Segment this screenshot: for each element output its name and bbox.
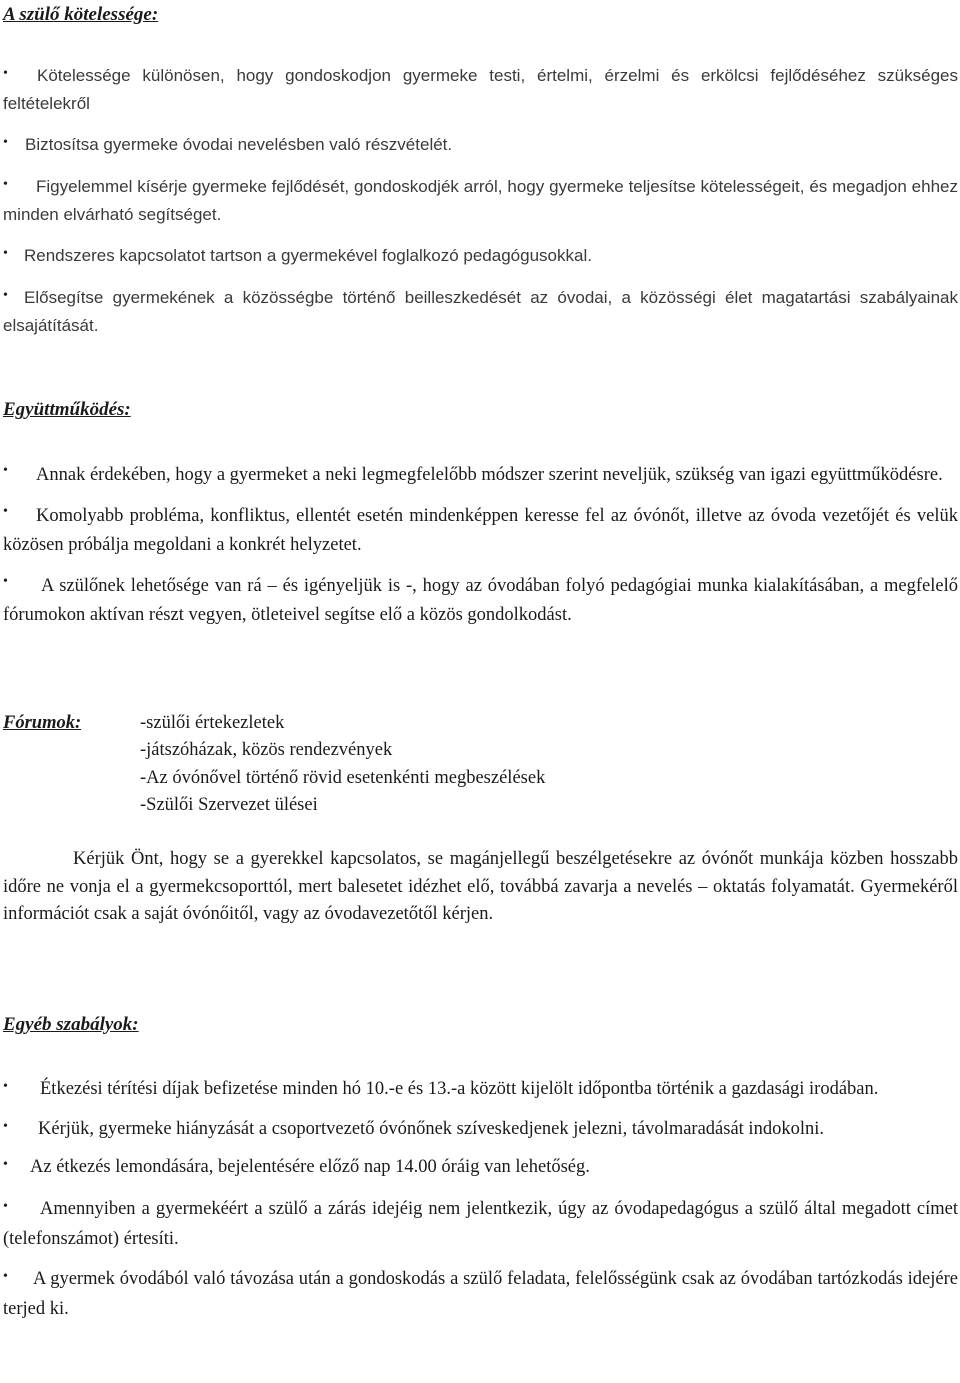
bullet-icon: • — [3, 1199, 8, 1214]
duties-heading: A szülő kötelessége: — [3, 4, 159, 25]
list-item-text: Étkezési térítési díjak befizetése minden hó 10.-e és 13.-a között kijelölt időpontba történik a gazdasági irodában. — [40, 1079, 879, 1099]
list-item — [3, 173, 958, 229]
list-item: -szülői értekezletek — [140, 713, 285, 733]
cooperation-list — [3, 461, 958, 630]
bullet-icon: • — [3, 135, 8, 150]
list-item — [3, 461, 958, 489]
list-item — [3, 502, 958, 560]
forums-block — [3, 710, 958, 820]
list-item: -Szülői Szervezet ülései — [140, 794, 318, 815]
list-item — [3, 1152, 958, 1182]
list-item-text: Rendszeres kapcsolatot tartson a gyermekével foglalkozó pedagógusokkal. — [24, 246, 592, 265]
other-rules-heading: Egyéb szabályok: — [3, 1014, 139, 1035]
list-item — [3, 284, 958, 340]
cooperation-heading: Együttműködés: — [3, 399, 131, 420]
bullet-icon: • — [3, 177, 8, 192]
list-item — [3, 62, 958, 118]
bullet-icon: • — [3, 1079, 8, 1094]
forums-list — [140, 710, 545, 819]
bullet-icon: • — [3, 574, 8, 589]
list-item-text: Figyelemmel kísérje gyermeke fejlődését, gondoskodjék arról, hogy gyermeke teljesítse kötelességeit, és megadjon ehhez minden elvárható segítséget. — [3, 177, 958, 224]
bullet-icon: • — [3, 66, 8, 81]
list-item-text: Amennyiben a gyermekéért a szülő a zárás idejéig nem jelentkezik, úgy az óvodapedagógus a szülő által megadott címet (telefonszámot) értesíti. — [3, 1199, 958, 1249]
bullet-icon: • — [3, 1119, 8, 1134]
list-item-text: Komolyabb probléma, konfliktus, ellentét esetén mindenképpen keresse fel az óvónőt, illetve az óvoda vezetőjét és velük közösen próbálja megoldani a konkrét helyzetet. — [3, 506, 958, 555]
list-item-text: Kérjük, gyermeke hiányzását a csoportvezető óvónőnek szíveskedjenek jelezni, távolmaradását indokolni. — [38, 1119, 824, 1139]
bullet-icon: • — [3, 288, 8, 303]
forums-label: Fórumok: — [3, 713, 82, 733]
bullet-icon: • — [3, 504, 8, 519]
duties-list — [3, 62, 958, 335]
list-item — [3, 1194, 958, 1254]
list-item — [3, 1264, 958, 1324]
bullet-icon: • — [3, 1157, 8, 1172]
list-item-text: Annak érdekében, hogy a gyermeket a neki legmegfelelőbb módszer szerint neveljük, szükség van igazi együttműködésre. — [36, 465, 943, 485]
request-paragraph: Kérjük Önt, hogy se a gyerekkel kapcsolatos, se magánjellegű beszélgetésekre az óvónőt munkája közben hosszabb időre ne vonja el a gyermekcsoporttól, mert balesetet idézhet elő, továbbá zavarja a nevelés – oktatás folyamatát. Gyermekéről információt csak a saját óvónőitől, vagy az óvodavezetőtől kérjen. — [3, 849, 958, 924]
list-item-text: A gyermek óvodából való távozása után a gondoskodás a szülő feladata, felelősségünk csak az óvodában tartózkodás idejére terjed ki. — [3, 1269, 958, 1319]
list-item-text: Biztosítsa gyermeke óvodai nevelésben való részvételét. — [25, 135, 453, 154]
other-rules-list — [3, 1074, 958, 1324]
list-item-text: Kötelessége különösen, hogy gondoskodjon gyermeke testi, értelmi, érzelmi és erkölcsi fejlődéséhez szükséges feltételekről — [3, 66, 958, 113]
list-item — [3, 131, 958, 159]
list-item — [3, 242, 958, 270]
list-item — [3, 1114, 958, 1144]
list-item: -Az óvónővel történő rövid esetenkénti megbeszélések — [140, 767, 546, 788]
list-item-text: A szülőnek lehetősége van rá – és igényeljük is -, hogy az óvodában folyó pedagógiai munka kialakításában, a megfelelő fórumokon aktívan részt vegyen, ötleteivel segítse elő a közös gondolkodást. — [3, 576, 958, 625]
list-item — [3, 572, 958, 630]
bullet-icon: • — [3, 246, 8, 261]
list-item-text: Elősegítse gyermekének a közösségbe történő beilleszkedését az óvodai, a közösségi élet magatartási szabályainak elsajátítását. — [3, 288, 958, 335]
list-item: -játszóházak, közös rendezvények — [140, 740, 393, 761]
bullet-icon: • — [3, 1269, 8, 1284]
list-item-text: Az étkezés lemondására, bejelentésére előző nap 14.00 óráig van lehetőség. — [30, 1157, 590, 1177]
bullet-icon: • — [3, 463, 8, 478]
list-item — [3, 1074, 958, 1104]
